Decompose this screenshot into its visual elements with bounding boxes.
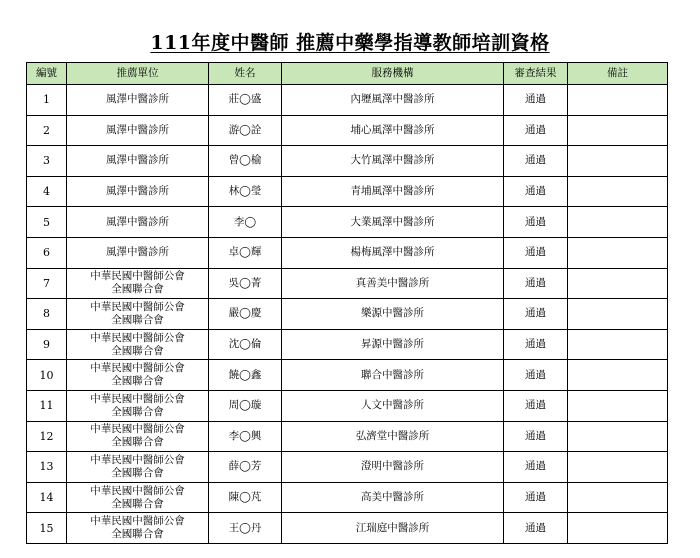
table-row <box>27 513 668 544</box>
table-row <box>27 329 668 360</box>
recommending-unit-line: 中華民國中醫師公會 <box>90 331 185 344</box>
row-service-organization: 真善美中醫診所 <box>282 268 504 299</box>
row-recommending-unit <box>67 115 209 146</box>
row-name: 吳◯菁 <box>209 268 282 299</box>
row-review-result: 通過 <box>504 176 568 207</box>
column-header-note: 備註 <box>568 63 668 85</box>
row-name: 沈◯倫 <box>209 329 282 360</box>
row-name: 卓◯輝 <box>209 237 282 268</box>
recommending-unit-line: 中華民國中醫師公會 <box>90 392 185 405</box>
row-number: 14 <box>27 482 67 513</box>
row-note <box>568 207 668 238</box>
row-service-organization: 昇源中醫診所 <box>282 329 504 360</box>
recommending-unit-line: 中華民國中醫師公會 <box>90 423 185 436</box>
row-name: 薛◯芳 <box>209 452 282 483</box>
row-review-result: 通過 <box>504 115 568 146</box>
page-title-text: 111年度中醫師 推薦中藥學指導教師培訓資格 <box>150 32 550 54</box>
row-number: 5 <box>27 207 67 238</box>
row-review-result: 通過 <box>504 299 568 330</box>
row-review-result: 通過 <box>504 207 568 238</box>
recommending-unit-line: 全國聯合會 <box>111 436 164 449</box>
recommending-unit-line: 風澤中醫診所 <box>106 93 169 106</box>
row-note <box>568 452 668 483</box>
column-header-number: 編號 <box>27 63 67 85</box>
row-service-organization: 聯合中醫診所 <box>282 360 504 391</box>
row-note <box>568 115 668 146</box>
recommending-unit-line: 風澤中醫診所 <box>106 185 169 198</box>
row-number: 10 <box>27 360 67 391</box>
row-recommending-unit <box>67 207 209 238</box>
row-number: 4 <box>27 176 67 207</box>
row-number: 3 <box>27 146 67 177</box>
row-number: 12 <box>27 421 67 452</box>
row-note <box>568 237 668 268</box>
row-name: 嚴◯慶 <box>209 299 282 330</box>
row-recommending-unit <box>67 421 209 452</box>
row-review-result: 通過 <box>504 237 568 268</box>
table-row <box>27 237 668 268</box>
row-service-organization: 人文中醫診所 <box>282 390 504 421</box>
row-note <box>568 146 668 177</box>
row-review-result: 通過 <box>504 513 568 544</box>
recommending-unit-line: 風澤中醫診所 <box>106 215 169 228</box>
row-number: 11 <box>27 390 67 421</box>
recommending-unit-line: 中華民國中醫師公會 <box>90 300 185 313</box>
row-service-organization: 埔心風澤中醫診所 <box>282 115 504 146</box>
recommending-unit-line: 中華民國中醫師公會 <box>90 515 185 528</box>
row-note <box>568 85 668 116</box>
recommending-unit-line: 中華民國中醫師公會 <box>90 453 185 466</box>
table-row <box>27 482 668 513</box>
row-note <box>568 268 668 299</box>
recommending-unit-line: 中華民國中醫師公會 <box>90 484 185 497</box>
row-review-result: 通過 <box>504 360 568 391</box>
table-row <box>27 268 668 299</box>
table-row <box>27 207 668 238</box>
row-service-organization: 青埔風澤中醫診所 <box>282 176 504 207</box>
table-body <box>27 85 668 544</box>
table-row <box>27 452 668 483</box>
recommending-unit-line: 全國聯合會 <box>111 375 164 388</box>
column-header-name: 姓名 <box>209 63 282 85</box>
table-row <box>27 390 668 421</box>
row-note <box>568 482 668 513</box>
row-recommending-unit <box>67 176 209 207</box>
row-name: 曾◯榆 <box>209 146 282 177</box>
row-number: 15 <box>27 513 67 544</box>
table-row <box>27 146 668 177</box>
column-header-result: 審查結果 <box>504 63 568 85</box>
row-recommending-unit <box>67 329 209 360</box>
row-name: 周◯璇 <box>209 390 282 421</box>
row-recommending-unit <box>67 85 209 116</box>
recommending-unit-line: 全國聯合會 <box>111 528 164 541</box>
page-title <box>0 28 700 55</box>
recommending-unit-line: 風澤中醫診所 <box>106 123 169 136</box>
row-review-result: 通過 <box>504 268 568 299</box>
row-review-result: 通過 <box>504 390 568 421</box>
row-service-organization: 江瑞庭中醫診所 <box>282 513 504 544</box>
row-name: 李◯興 <box>209 421 282 452</box>
row-note <box>568 421 668 452</box>
row-note <box>568 513 668 544</box>
row-recommending-unit <box>67 237 209 268</box>
table-row <box>27 299 668 330</box>
row-number: 13 <box>27 452 67 483</box>
row-recommending-unit <box>67 146 209 177</box>
row-number: 7 <box>27 268 67 299</box>
row-note <box>568 176 668 207</box>
recommending-unit-line: 全國聯合會 <box>111 313 164 326</box>
recommending-unit-line: 風澤中醫診所 <box>106 246 169 259</box>
row-name: 饒◯鑫 <box>209 360 282 391</box>
row-service-organization: 內壢風澤中醫診所 <box>282 85 504 116</box>
row-number: 6 <box>27 237 67 268</box>
recommending-unit-line: 全國聯合會 <box>111 466 164 479</box>
recommending-unit-line: 全國聯合會 <box>111 405 164 418</box>
row-review-result: 通過 <box>504 146 568 177</box>
table-row <box>27 115 668 146</box>
row-name: 王◯丹 <box>209 513 282 544</box>
row-service-organization: 樂源中醫診所 <box>282 299 504 330</box>
row-number: 8 <box>27 299 67 330</box>
row-service-organization: 楊梅風澤中醫診所 <box>282 237 504 268</box>
table-header-row <box>27 63 668 85</box>
row-service-organization: 大業風澤中醫診所 <box>282 207 504 238</box>
table-row <box>27 360 668 391</box>
row-recommending-unit <box>67 360 209 391</box>
row-note <box>568 299 668 330</box>
table-row <box>27 421 668 452</box>
row-name: 林◯瑩 <box>209 176 282 207</box>
column-header-organization: 服務機構 <box>282 63 504 85</box>
recommending-unit-line: 全國聯合會 <box>111 497 164 510</box>
recommending-unit-line: 全國聯合會 <box>111 283 164 296</box>
row-recommending-unit <box>67 513 209 544</box>
recommending-unit-line: 中華民國中醫師公會 <box>90 270 185 283</box>
row-recommending-unit <box>67 482 209 513</box>
row-recommending-unit <box>67 452 209 483</box>
recommending-unit-line: 全國聯合會 <box>111 344 164 357</box>
table-row <box>27 176 668 207</box>
row-name: 游◯詮 <box>209 115 282 146</box>
row-review-result: 通過 <box>504 329 568 360</box>
row-recommending-unit <box>67 299 209 330</box>
row-recommending-unit <box>67 390 209 421</box>
row-service-organization: 大竹風澤中醫診所 <box>282 146 504 177</box>
row-note <box>568 329 668 360</box>
row-service-organization: 高美中醫診所 <box>282 482 504 513</box>
row-note <box>568 360 668 391</box>
row-number: 1 <box>27 85 67 116</box>
row-name: 陳◯芃 <box>209 482 282 513</box>
row-number: 2 <box>27 115 67 146</box>
row-service-organization: 澄明中醫診所 <box>282 452 504 483</box>
row-review-result: 通過 <box>504 421 568 452</box>
row-review-result: 通過 <box>504 482 568 513</box>
qualification-table <box>26 62 668 544</box>
table-row <box>27 85 668 116</box>
row-review-result: 通過 <box>504 452 568 483</box>
row-name: 莊◯盛 <box>209 85 282 116</box>
row-name: 李◯ <box>209 207 282 238</box>
row-recommending-unit <box>67 268 209 299</box>
column-header-unit: 推薦單位 <box>67 63 209 85</box>
recommending-unit-line: 風澤中醫診所 <box>106 154 169 167</box>
row-review-result: 通過 <box>504 85 568 116</box>
row-note <box>568 390 668 421</box>
row-service-organization: 弘濟堂中醫診所 <box>282 421 504 452</box>
row-number: 9 <box>27 329 67 360</box>
recommending-unit-line: 中華民國中醫師公會 <box>90 362 185 375</box>
